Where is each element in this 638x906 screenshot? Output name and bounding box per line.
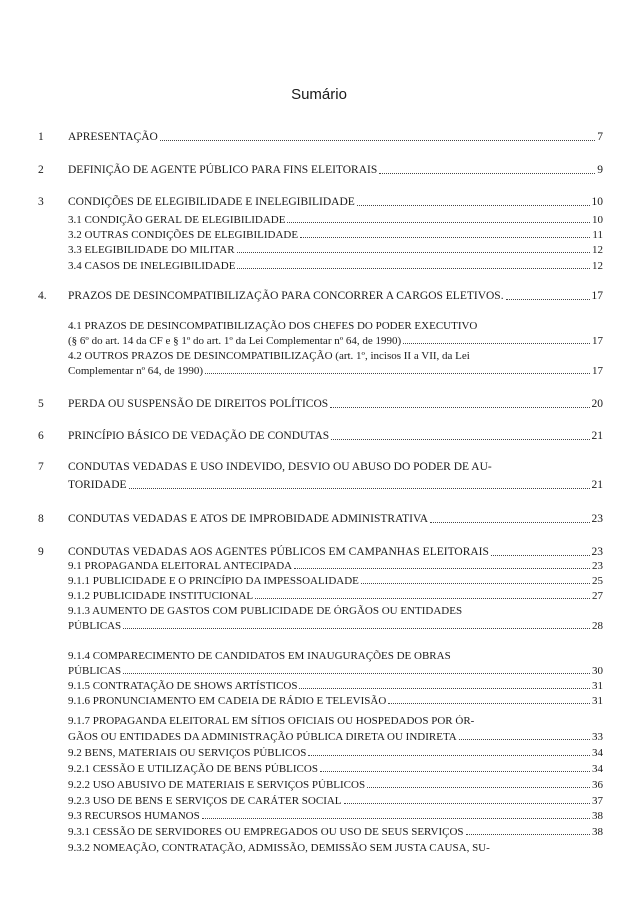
- dot-leader: [123, 672, 590, 674]
- dot-leader: [330, 406, 589, 408]
- dot-leader: [379, 172, 595, 174]
- toc-page-number: 25: [592, 575, 603, 587]
- dot-leader: [466, 833, 590, 835]
- toc-entry-text: Complementar nº 64, de 1990): [68, 365, 204, 377]
- toc-page-number: 23: [592, 560, 603, 572]
- toc-entry-text: CONDUTAS VEDADAS E USO INDEVIDO, DESVIO OU ABUSO DO PODER DE AU-: [68, 461, 492, 473]
- toc-page-number: 33: [592, 731, 603, 743]
- toc-page-number: 10: [592, 214, 603, 226]
- dot-leader: [331, 438, 589, 440]
- toc-entry-text: PÚBLICAS: [68, 665, 122, 677]
- toc-entry-text: 9.1.1 PUBLICIDADE E O PRINCÍPIO DA IMPESSOALIDADE: [68, 575, 359, 587]
- dot-leader: [202, 817, 590, 819]
- toc-page-number: 34: [592, 747, 603, 759]
- toc-page-number: 12: [592, 260, 603, 272]
- dot-leader: [459, 738, 590, 740]
- dot-leader: [123, 627, 590, 629]
- dot-leader: [388, 702, 590, 704]
- toc-entry-number: 1: [38, 131, 44, 143]
- toc-entry-number: 9: [38, 546, 44, 558]
- toc-entry-number: 2: [38, 164, 44, 176]
- dot-leader: [430, 521, 589, 523]
- toc-entry-text: PÚBLICAS: [68, 620, 122, 632]
- dot-leader: [205, 372, 590, 374]
- toc-entry-text: PRAZOS DE DESINCOMPATIBILIZAÇÃO PARA CONCORRER A CARGOS ELETIVOS.: [68, 290, 504, 302]
- toc-page-number: 11: [592, 229, 603, 241]
- toc-entry-text: 9.2 BENS, MATERIAIS OU SERVIÇOS PÚBLICOS: [68, 747, 307, 759]
- toc-page-number: 28: [592, 620, 603, 632]
- toc-entry-text: CONDUTAS VEDADAS AOS AGENTES PÚBLICOS EM CAMPANHAS ELEITORAIS: [68, 546, 489, 558]
- toc-entry-text: 9.1.7 PROPAGANDA ELEITORAL EM SÍTIOS OFICIAIS OU HOSPEDADOS POR ÓR-: [68, 715, 475, 727]
- dot-leader: [299, 687, 590, 689]
- toc-entry-text: CONDUTAS VEDADAS E ATOS DE IMPROBIDADE ADMINISTRATIVA: [68, 513, 429, 525]
- dot-leader: [308, 754, 590, 756]
- dot-leader: [320, 770, 590, 772]
- toc-entry-text: 4.1 PRAZOS DE DESINCOMPATIBILIZAÇÃO DOS CHEFES DO PODER EXECUTIVO: [68, 320, 478, 332]
- toc-entry-text: 3.4 CASOS DE INELEGIBILIDADE: [68, 260, 236, 272]
- toc-entry-number: 6: [38, 430, 44, 442]
- toc-page-number: 30: [592, 665, 603, 677]
- toc-entry-text: CONDIÇÕES DE ELEGIBILIDADE E INELEGIBILIDADE: [68, 196, 355, 208]
- toc-entry-text: 3.2 OUTRAS CONDIÇÕES DE ELEGIBILIDADE: [68, 229, 299, 241]
- toc-entry-number: 4.: [38, 290, 47, 302]
- dot-leader: [491, 554, 590, 556]
- toc-entry-text: 9.2.3 USO DE BENS E SERVIÇOS DE CARÁTER SOCIAL: [68, 795, 342, 807]
- toc-entry-text: PERDA OU SUSPENSÃO DE DIREITOS POLÍTICOS: [68, 398, 329, 410]
- toc-entry-text: 9.1.6 PRONUNCIAMENTO EM CADEIA DE RÁDIO E TELEVISÃO: [68, 695, 387, 707]
- toc-entry-text: GÃOS OU ENTIDADES DA ADMINISTRAÇÃO PÚBLICA DIRETA OU INDIRETA: [68, 731, 457, 743]
- dot-leader: [287, 221, 590, 223]
- toc-page-number: 17: [592, 365, 603, 377]
- dot-leader: [361, 582, 590, 584]
- toc-page-number: 17: [592, 335, 603, 347]
- toc-page-number: 34: [592, 763, 603, 775]
- toc-entry-text: 9.3.1 CESSÃO DE SERVIDORES OU EMPREGADOS OU USO DE SEUS SERVIÇOS: [68, 826, 464, 838]
- toc-entry-text: 9.2.2 USO ABUSIVO DE MATERIAIS E SERVIÇOS PÚBLICOS: [68, 779, 366, 791]
- toc-entry-text: 9.1.5 CONTRATAÇÃO DE SHOWS ARTÍSTICOS: [68, 680, 298, 692]
- page-title: Sumário: [291, 86, 347, 103]
- toc-entry-number: 3: [38, 196, 44, 208]
- dot-leader: [506, 298, 590, 300]
- toc-entry-text: 9.2.1 CESSÃO E UTILIZAÇÃO DE BENS PÚBLICOS: [68, 763, 318, 775]
- dot-leader: [367, 786, 590, 788]
- toc-entry-text: 9.1 PROPAGANDA ELEITORAL ANTECIPADA: [68, 560, 293, 572]
- toc-page-number: 7: [597, 131, 603, 143]
- toc-entry-text: DEFINIÇÃO DE AGENTE PÚBLICO PARA FINS ELEITORAIS: [68, 164, 378, 176]
- toc-page-number: 21: [591, 479, 603, 491]
- toc-entry-text: 9.1.4 COMPARECIMENTO DE CANDIDATOS EM INAUGURAÇÕES DE OBRAS: [68, 650, 451, 662]
- toc-entry-text: 9.1.3 AUMENTO DE GASTOS COM PUBLICIDADE DE ÓRGÃOS OU ENTIDADES: [68, 605, 463, 617]
- toc-page-number: 31: [592, 695, 603, 707]
- toc-entry-text: 4.2 OUTROS PRAZOS DE DESINCOMPATIBILIZAÇÃO (art. 1º, incisos II a VII, da Lei: [68, 350, 470, 362]
- toc-entry-text: 9.1.2 PUBLICIDADE INSTITUCIONAL: [68, 590, 254, 602]
- toc-page-number: 17: [591, 290, 603, 302]
- toc-entry-text: 3.3 ELEGIBILIDADE DO MILITAR: [68, 244, 235, 256]
- dot-leader: [237, 267, 590, 269]
- toc-page-number: 9: [597, 164, 603, 176]
- toc-entry-text: TORIDADE: [68, 479, 127, 491]
- toc-entry-number: 5: [38, 398, 44, 410]
- dot-leader: [237, 251, 590, 253]
- toc-entry-text: (§ 6º do art. 14 da CF e § 1º do art. 1º da Lei Complementar nº 64, de 1990): [68, 335, 402, 347]
- toc-entry-text: 9.3.2 NOMEAÇÃO, CONTRATAÇÃO, ADMISSÃO, DEMISSÃO SEM JUSTA CAUSA, SU-: [68, 842, 490, 854]
- dot-leader: [403, 342, 590, 344]
- toc-entry-number: 8: [38, 513, 44, 525]
- toc-page-number: 36: [592, 779, 603, 791]
- toc-page-number: 38: [592, 810, 603, 822]
- toc-entry-text: APRESENTAÇÃO: [68, 131, 158, 143]
- toc-page-number: 38: [592, 826, 603, 838]
- toc-page-number: 20: [591, 398, 603, 410]
- toc-entry-text: PRINCÍPIO BÁSICO DE VEDAÇÃO DE CONDUTAS: [68, 430, 330, 442]
- dot-leader: [357, 204, 590, 206]
- toc-page-number: 10: [591, 196, 603, 208]
- toc-page-number: 23: [591, 546, 603, 558]
- dot-leader: [160, 139, 595, 141]
- toc-entry-number: 7: [38, 461, 44, 473]
- dot-leader: [255, 597, 590, 599]
- dot-leader: [294, 567, 590, 569]
- dot-leader: [129, 487, 590, 489]
- toc-entry-text: 3.1 CONDIÇÃO GERAL DE ELEGIBILIDADE: [68, 214, 286, 226]
- toc-entry-text: 9.3 RECURSOS HUMANOS: [68, 810, 200, 822]
- toc-page-number: 31: [592, 680, 603, 692]
- toc-page-number: 21: [591, 430, 603, 442]
- toc-page-number: 23: [591, 513, 603, 525]
- toc-page-number: 37: [592, 795, 603, 807]
- dot-leader: [344, 802, 590, 804]
- toc-page-number: 27: [592, 590, 603, 602]
- toc-page-number: 12: [592, 244, 603, 256]
- dot-leader: [300, 236, 590, 238]
